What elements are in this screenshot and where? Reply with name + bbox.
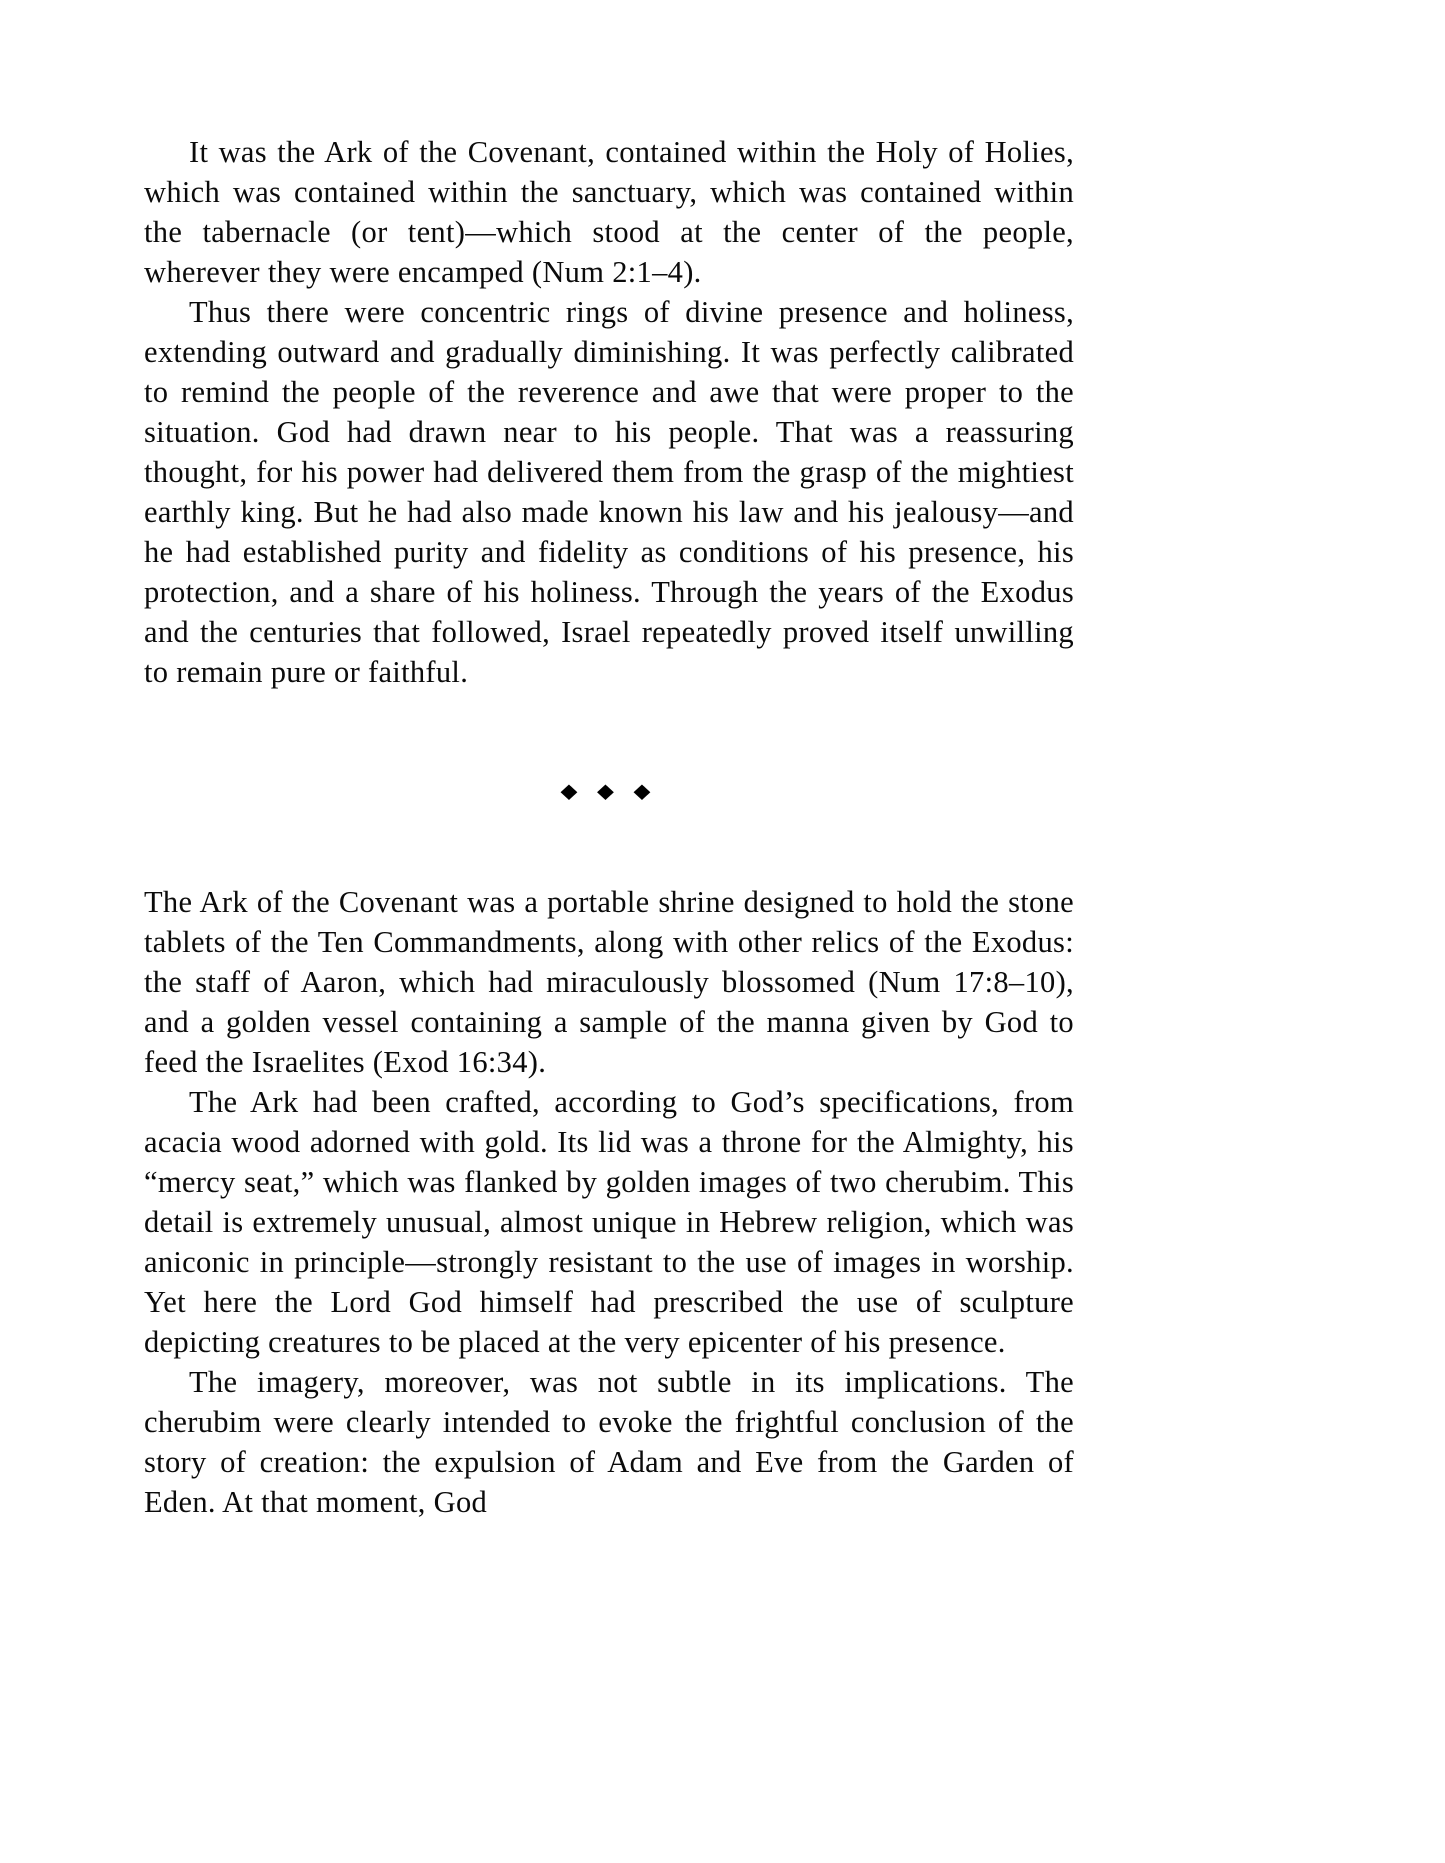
paragraph: It was the Ark of the Covenant, contained within the Holy of Holies, which was contained within the sanctuary, which was contained within the tabernacle (or tent)—which stood at the center of the people, wherever they were encamped (Num 2:1–4). bbox=[144, 135, 1074, 289]
spacer-above-ornament bbox=[144, 692, 1074, 780]
paragraph: The Ark had been crafted, according to God’s specifications, from acacia wood adorned with gold. Its lid was a throne for the Almighty, his “mercy seat,” which was flanked by golden images of two cherubim. This detail is extremely unusual, almost unique in Hebrew religion, which was aniconic in principle—strongly resistant to the use of images in worship. Yet here the Lord God himself had prescribed the use of sculpture depicting creatures to be placed at the very epicenter of his presence. bbox=[144, 1085, 1074, 1359]
paragraph: The Ark of the Covenant was a portable shrine designed to hold the stone tablets of the Ten Commandments, along with other relics of the Exodus: the staff of Aaron, which had miraculously blossomed (Num 17:8–10), and a golden vessel containing a sample of the manna given by God to feed the Israelites (Exod 16:34). bbox=[144, 885, 1074, 1079]
paragraph: The imagery, moreover, was not subtle in its implications. The cherubim were clearly intended to evoke the frightful conclusion of the story of creation: the expulsion of Adam and Eve from the Garden of Eden. At that moment, God bbox=[144, 1365, 1074, 1519]
section-one bbox=[144, 132, 1074, 692]
section-break-ornament bbox=[144, 780, 1074, 804]
spacer-below-ornament bbox=[144, 804, 1074, 882]
paragraph: Thus there were concentric rings of divine presence and holiness, extending outward and gradually diminishing. It was perfectly calibrated to remind the people of the reverence and awe that were proper to the situation. God had drawn near to his people. That was a reassuring thought, for his power had delivered them from the grasp of the mightiest earthly king. But he had also made known his law and his jealousy—and he had established purity and fidelity as conditions of his presence, his protection, and a share of his holiness. Through the years of the Exodus and the centuries that followed, Israel repeatedly proved itself unwilling to remain pure or faithful. bbox=[144, 295, 1074, 689]
section-two bbox=[144, 882, 1074, 1522]
text-column bbox=[144, 132, 1074, 1522]
diamond-ornament-icon: ◆ ◆ ◆ bbox=[560, 779, 658, 803]
